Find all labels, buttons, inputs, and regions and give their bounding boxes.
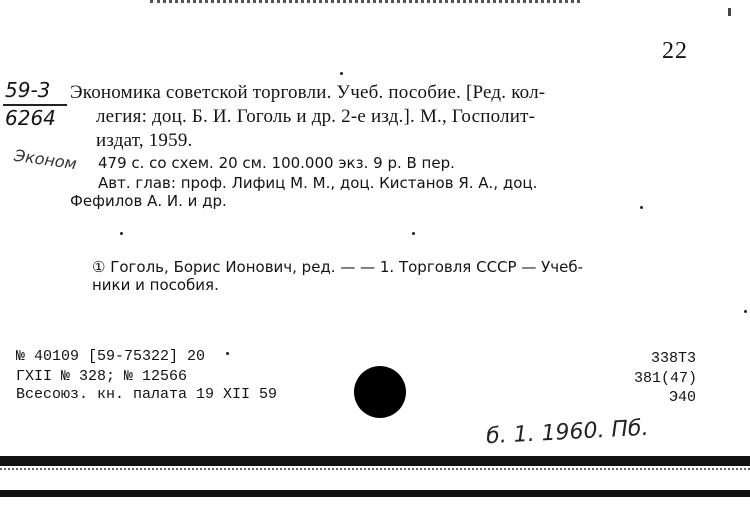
speck <box>340 72 343 75</box>
scanner-band-top <box>0 456 750 466</box>
title-line-2: легия: доц. Б. И. Гоголь и др. 2-е изд.]. М., Госполит- <box>96 106 536 127</box>
handwritten-date: б. 1. 1960. Пб. <box>485 415 650 450</box>
top-dotted-rule <box>150 0 580 3</box>
shelfmark-line2: 6264 <box>5 106 56 130</box>
scanner-band-dots <box>0 468 750 470</box>
speck <box>120 232 123 235</box>
physical-description: 479 с. со схем. 20 см. 100.000 экз. 9 р. В пер. <box>98 154 455 172</box>
speck <box>412 232 415 235</box>
speck <box>744 310 747 313</box>
footer-right-line-3: Э40 <box>668 389 696 406</box>
handwritten-note: Эконом <box>12 145 78 174</box>
top-right-mark <box>728 8 731 16</box>
shelfmark-line1: 59-3 <box>5 78 51 102</box>
footer-left-line-1: № 40109 [59-75322] 20 <box>16 348 206 365</box>
page-number: 22 <box>662 38 688 64</box>
footer-right-line-2: 381(47) <box>634 370 698 387</box>
title-line-1: Экономика советской торговли. Учеб. пособие. [Ред. кол- <box>70 82 546 103</box>
tracing-line-1: ① Гоголь, Борис Ионович, ред. — — 1. Торговля СССР — Учеб- <box>92 258 583 276</box>
tracing-line-2: ники и пособия. <box>92 276 219 294</box>
authors-line-2: Фефилов А. И. и др. <box>70 192 227 210</box>
title-line-3: издат, 1959. <box>96 130 193 151</box>
speck <box>640 206 643 209</box>
footer-right-line-1: 338Т3 <box>650 350 696 367</box>
footer-left-line-3: Всесоюз. кн. палата 19 XII 59 <box>16 386 278 403</box>
footer-left-line-2: ГХII № 328; № 12566 <box>16 368 188 385</box>
speck <box>226 352 229 355</box>
authors-line-1: Авт. глав: проф. Лифиц М. М., доц. Кистанов Я. А., доц. <box>98 174 538 192</box>
scanner-band-bottom <box>0 490 750 497</box>
punched-hole <box>354 366 406 418</box>
